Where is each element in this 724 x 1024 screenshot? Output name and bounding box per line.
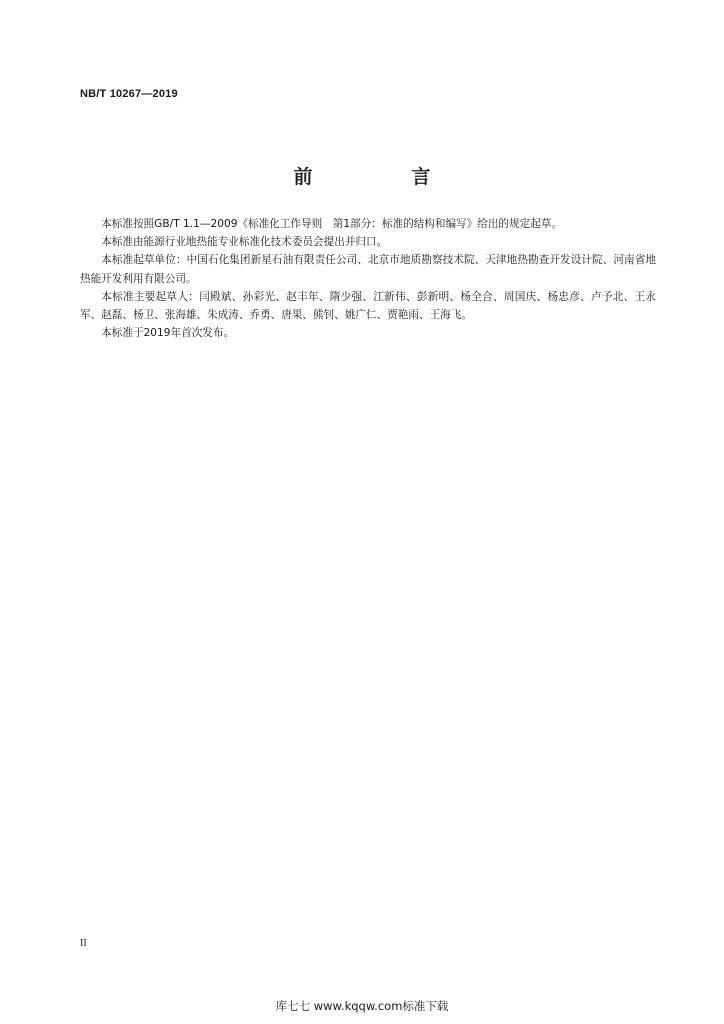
standard-code: NB/T 10267—2019 (80, 88, 178, 100)
paragraph-proposer: 本标准由能源行业地热能专业标准化技术委员会提出并归口。 (101, 236, 388, 249)
foreword-body (80, 215, 656, 342)
paragraph-first-release: 本标准于2019年首次发布。 (101, 327, 235, 340)
paragraph-drafters: 本标准主要起草人：闫殿斌、孙彩光、赵丰年、隋少强、江新伟、彭新明、杨全合、周国庆、杨忠彦、卢予北、王永军、赵磊、杨卫、张海雄、朱成涛、乔勇、唐果、熊钊、姚广仁、贾艳雨、王海飞。 (80, 290, 656, 322)
paragraph-drafting-rules: 本标准按照GB/T 1.1—2009《标准化工作导则 第1部分：标准的结构和编写》给出的规定起草。 (101, 218, 562, 230)
download-watermark: 库七七 www.kqqw.com标准下载 (275, 999, 449, 1013)
page-number: II (80, 938, 87, 949)
page-title: 前 言 (293, 166, 471, 188)
paragraph-drafting-units: 本标准起草单位：中国石化集团新星石油有限责任公司、北京市地质勘察技术院、天津地热勘查开发设计院、河南省地热能开发利用有限公司。 (80, 254, 656, 285)
